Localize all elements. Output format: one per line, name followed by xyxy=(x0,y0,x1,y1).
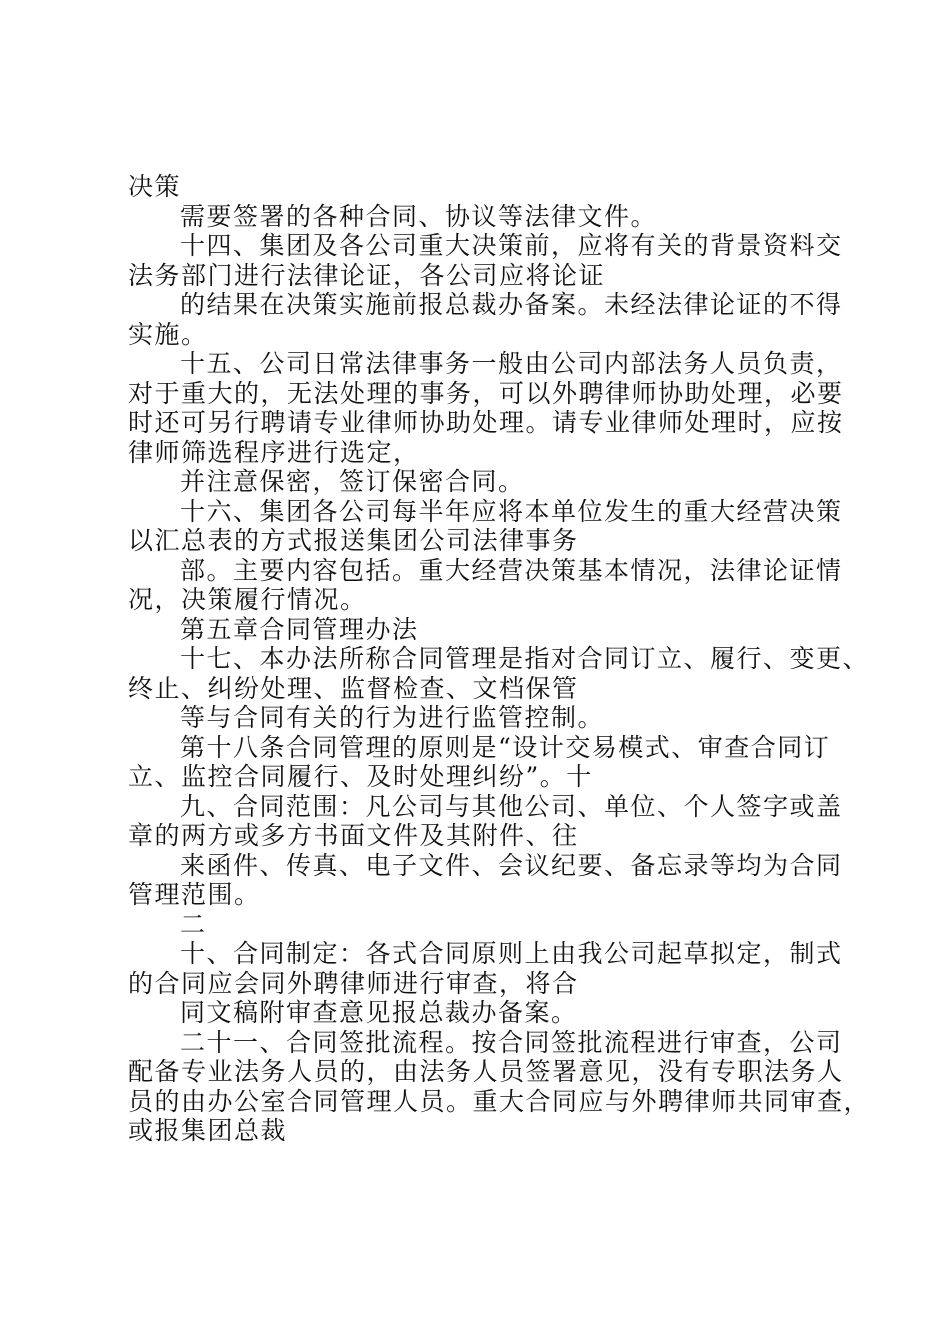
chapter-heading: 第五章合同管理办法 xyxy=(180,614,419,644)
text-line-17: 十七、本办法所称合同管理是指对合同订立、履行、变更、 xyxy=(180,644,870,673)
text-line-14: 部。主要内容包括。重大经营决策基本情况，法律论证情 xyxy=(180,555,843,585)
text-line-25: 管理范围。 xyxy=(128,880,261,909)
text-line-21: 立、监控合同履行、及时处理纠纷”。十 xyxy=(128,762,593,791)
text-line-4: 法务部门进行法律论证，各公司应将论证 xyxy=(128,260,606,290)
text-line-5: 的结果在决策实施前报总裁办备案。未经法律论证的不得 xyxy=(180,290,843,319)
text-line-9: 时还可另行聘请专业律师协助处理。请专业律师处理时，应按 xyxy=(128,408,844,437)
text-line-3: 十四、集团及各公司重大决策前，应将有关的背景资料交 xyxy=(180,231,843,260)
text-line-19: 等与合同有关的行为进行监管控制。 xyxy=(180,703,605,732)
text-line-20: 第十八条合同管理的原则是“设计交易模式、审查合同订 xyxy=(180,732,831,762)
text-line-2: 需要签署的各种合同、协议等法律文件。 xyxy=(180,201,658,231)
text-line-29: 同文稿附审查意见报总裁办备案。 xyxy=(180,998,578,1027)
text-line-13: 以汇总表的方式报送集团公司法律事务 xyxy=(128,526,579,555)
text-line-7: 十五、公司日常法律事务一般由公司内部法务人员负责， xyxy=(180,349,843,378)
text-line-22: 九、合同范围：凡公司与其他公司、单位、个人签字或盖 xyxy=(180,791,843,821)
text-line-18: 终止、纠纷处理、监督检查、文档保管 xyxy=(128,673,579,703)
text-line-15: 况，决策履行情况。 xyxy=(128,585,367,614)
text-line-8: 对于重大的，无法处理的事务，可以外聘律师协助处理，必要 xyxy=(128,378,844,408)
text-line-1: 决策 xyxy=(128,172,182,201)
text-line-26: 二 xyxy=(180,909,207,939)
text-line-6: 实施。 xyxy=(128,319,208,349)
text-line-30: 二十一、合同签批流程。按合同签批流程进行审查，公司 xyxy=(180,1027,843,1057)
text-line-24: 来函件、传真、电子文件、会议纪要、备忘录等均为合同 xyxy=(180,850,843,880)
text-line-27: 十、合同制定：各式合同原则上由我公司起草拟定，制式 xyxy=(180,939,843,968)
text-line-12: 十六、集团各公司每半年应将本单位发生的重大经营决策 xyxy=(180,496,843,526)
text-line-32: 员的由办公室合同管理人员。重大合同应与外聘律师共同审查， xyxy=(128,1086,871,1116)
text-line-10: 律师筛选程序进行选定， xyxy=(128,437,420,467)
text-line-28: 的合同应会同外聘律师进行审查，将合 xyxy=(128,968,579,998)
text-line-33: 或报集团总裁 xyxy=(128,1116,288,1145)
document-body xyxy=(128,172,871,1146)
text-line-31: 配备专业法务人员的，由法务人员签署意见，没有专职法务人 xyxy=(128,1057,844,1086)
text-line-11: 并注意保密，签订保密合同。 xyxy=(180,467,525,496)
text-line-23: 章的两方或多方书面文件及其附件、往 xyxy=(128,821,579,850)
